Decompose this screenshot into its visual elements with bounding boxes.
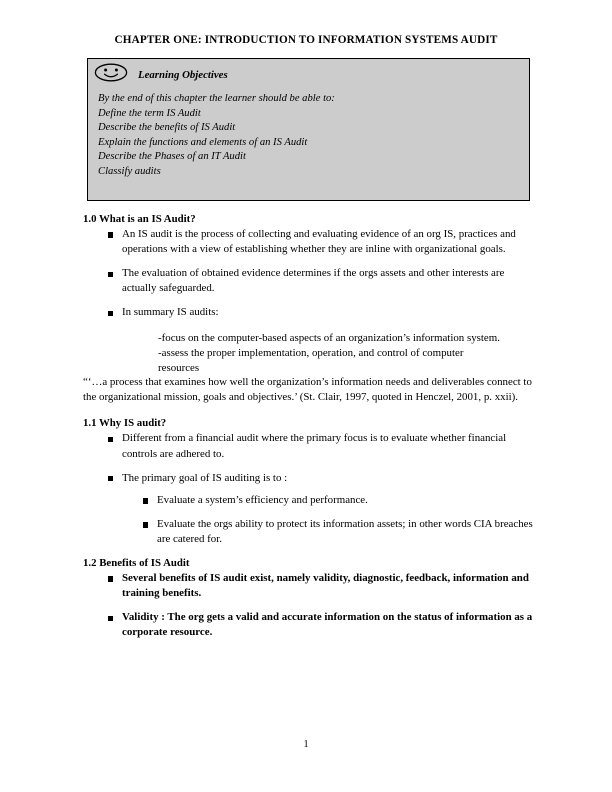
section-1-2-bullets xyxy=(83,571,535,640)
list-item xyxy=(83,471,535,547)
citation-quote: “‘…a process that examines how well the organization’s information needs and deliverables connect to the organizational mission, goals and objectives.’ (St. Clair, 1997, quoted in Henczel, 2001, p. xxii). xyxy=(83,376,532,404)
section-heading-1-2: 1.2 Benefits of IS Audit xyxy=(83,557,190,569)
learning-objectives-list xyxy=(98,92,518,180)
learning-objectives-header xyxy=(94,63,228,87)
learning-objective-item: Describe the benefits of IS Audit xyxy=(98,122,236,134)
list-item-label: The primary goal of IS auditing is to : xyxy=(122,471,288,484)
document-body xyxy=(83,212,535,649)
section-1-0-bullets xyxy=(83,227,535,320)
learning-objectives-title: Learning Objectives xyxy=(138,69,228,81)
summary-dash-lines xyxy=(158,331,535,375)
section-1-1-sub-bullets xyxy=(122,493,535,547)
section-heading-1-1: 1.1 Why IS audit? xyxy=(83,417,167,430)
learning-objectives-intro: By the end of this chapter the learner should be able to: xyxy=(98,93,335,104)
learning-objective-item: Describe the Phases of an IT Audit xyxy=(98,151,246,163)
smiley-face-icon xyxy=(94,63,128,87)
section-1-1-bullets xyxy=(83,431,535,547)
list-item: The evaluation of obtained evidence determines if the orgs assets and other interests are actually safeguarded. xyxy=(83,266,535,296)
list-item: Evaluate the orgs ability to protect its information assets; in other words CIA breaches are catered for. xyxy=(122,517,535,547)
learning-objectives-box xyxy=(87,58,530,201)
list-item: Evaluate a system’s efficiency and performance. xyxy=(122,493,535,508)
page-number: 1 xyxy=(303,739,309,750)
list-item: An IS audit is the process of collecting and evaluating evidence of an org IS, practices and operations with a view of establishing whether they are inline with organizational goals. xyxy=(83,227,535,257)
section-heading-1-0: 1.0 What is an IS Audit? xyxy=(83,213,196,225)
list-item: Different from a financial audit where the primary focus is to evaluate whether financial controls are adhered to. xyxy=(83,431,535,461)
learning-objective-item: Explain the functions and elements of an IS Audit xyxy=(98,136,308,148)
list-item: Several benefits of IS audit exist, namely validity, diagnostic, feedback, information and training benefits. xyxy=(83,571,535,601)
dash-line: -focus on the computer-based aspects of an organization’s information system. xyxy=(158,332,500,345)
dash-line: resources xyxy=(158,361,200,374)
learning-objective-item: Classify audits xyxy=(98,165,161,177)
page-title: CHAPTER ONE: INTRODUCTION TO INFORMATION SYSTEMS AUDIT xyxy=(114,34,498,46)
learning-objective-item: Define the term IS Audit xyxy=(98,107,201,119)
list-item: In summary IS audits: xyxy=(83,305,535,320)
list-item: Validity : The org gets a valid and accurate information on the status of information as a corporate resource. xyxy=(83,610,535,640)
dash-line: -assess the proper implementation, operation, and control of computer xyxy=(158,347,464,360)
